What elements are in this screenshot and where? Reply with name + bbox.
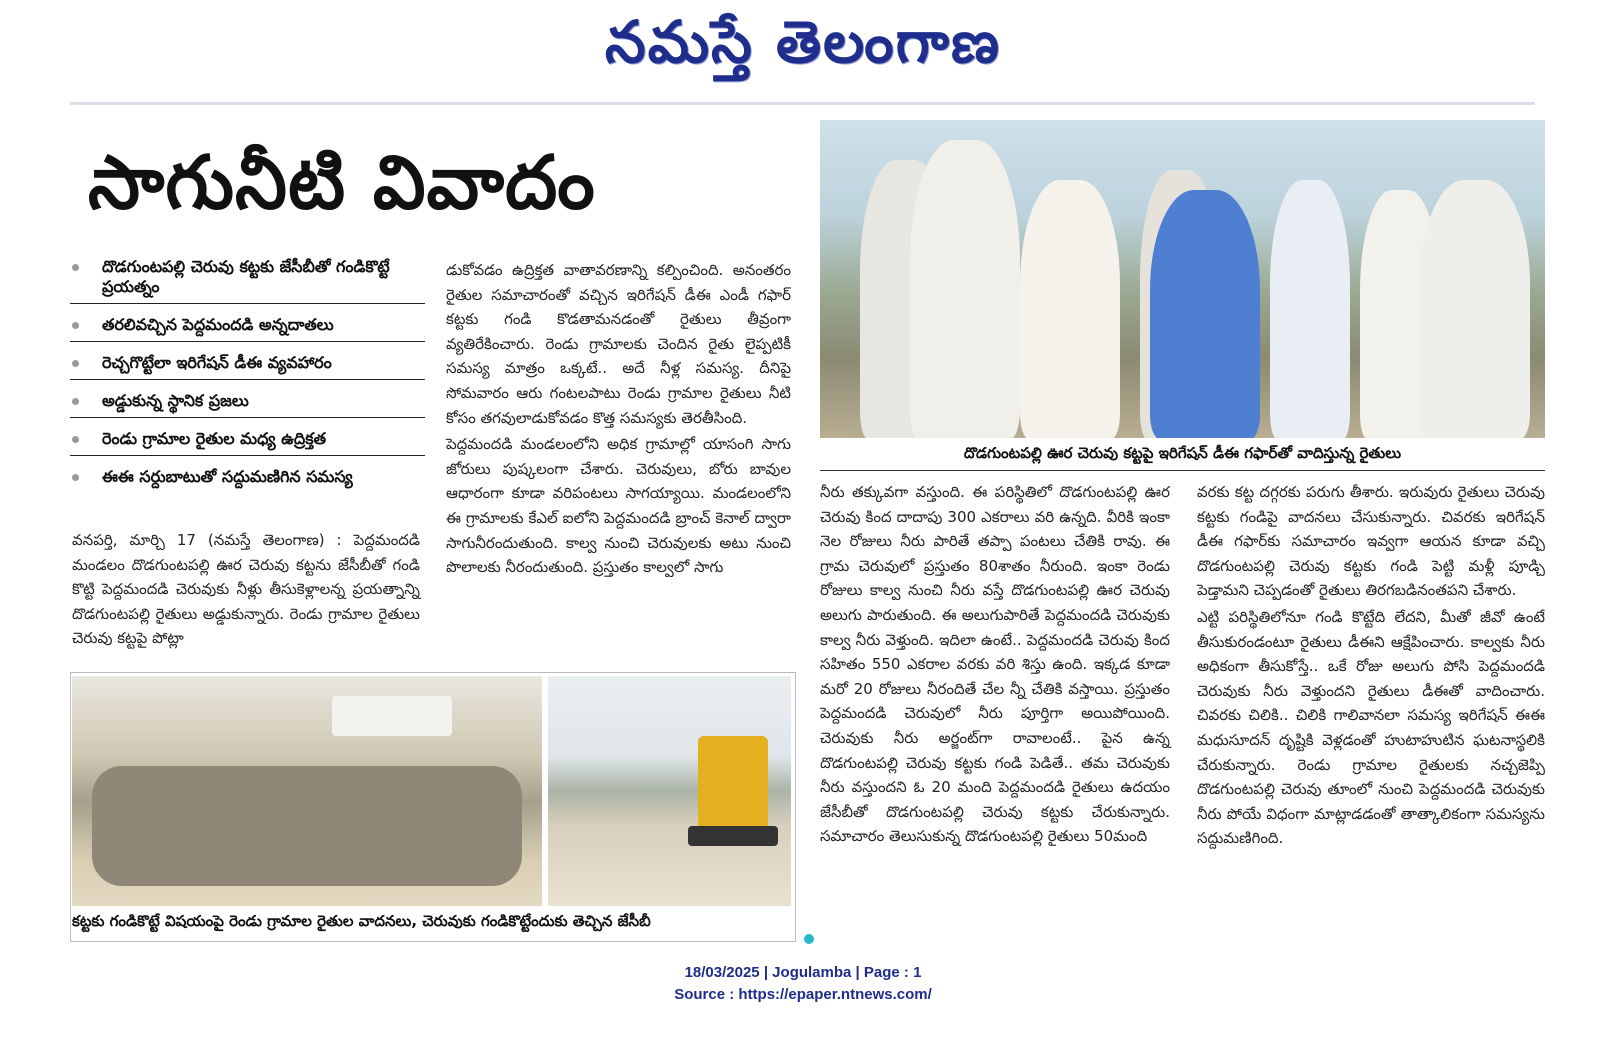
- article-column-1: [72, 528, 420, 653]
- article-column-4: [1197, 480, 1545, 853]
- footer-source: Source : https://epaper.ntnews.com/: [674, 986, 932, 1003]
- paragraph: పెద్దమందడి మండలంలోని అధిక గ్రామాల్లో యాసంగి సాగు జోరులు పుష్కలంగా చేశారు. చెరువులు, బోరు బావుల ఆధారంగా కూడా వరిపంటలు సాగయ్యాయి. మండలంలోని ఈ గ్రామాలకు కేఎల్ ఐలోని పెద్దమందడి బ్రాంచ్ కెనాల్ ద్వారా సాగునీరందుతుంది. కాల్వ నుంచి చెరువులకు అటు నుంచి పొలాలకు నీరందుతుంది. ప్రస్తుతం కాల్వలో సాగు: [446, 435, 791, 577]
- masthead-logo: నమస్తే తెలంగాణ: [605, 8, 1001, 76]
- article-column-3: [820, 480, 1170, 851]
- article-headline: సాగునీటి వివాదం: [88, 140, 596, 226]
- photo-farmers-with-official: [820, 120, 1545, 438]
- highlights-list: [70, 252, 425, 499]
- photo-caption-bottom: కట్టకు గండికొట్టే విషయంపై రెండు గ్రామాల రైతుల వాదనలు, చెరువుకు గండికొట్టేందుకు తెచ్చిన జేసీబీ: [72, 912, 651, 930]
- paragraph: వనపర్తి, మార్చి 17 (నమస్తే తెలంగాణ) : పెద్దమందడి మండలం దొడగుంటపల్లి ఊర చెరువు కట్టను జేసీబీతో గండి కొట్టి పెద్దమందడి చెరువుకు నీళ్లు తీసుకెళ్లాలన్న ప్రయత్నాన్ని దొడగుంటపల్లి రైతులు అడ్డుకున్నారు. రెండు గ్రామాల రైతులు చెరువు కట్టపై పోట్లా: [72, 531, 420, 648]
- highlight-item: తరలివచ్చిన పెద్దమందడి అన్నదాతలు: [70, 310, 425, 342]
- photo-caption-main: దొడగుంటపల్లి ఊర చెరువు కట్టపై ఇరిగేషన్ డీఈ గఫార్‌తో వాదిస్తున్న రైతులు: [820, 444, 1545, 471]
- paragraph: ఎట్టి పరిస్థితిలోనూ గండి కొట్టేది లేదని, మీతో జీవో ఉంటే తీసుకురండంటూ రైతులు డీఈని ఆక్షేపించారు. కాల్వకు నీరు అధికంగా తీసుకోస్తే.. ఒకే రోజు అలుగు పోసి పెద్దమందడి చెరువుకు నీరు వెళ్తుందని రైతులు డీఈతో వాదించారు. చివరకు చిలికి.. చిలికి గాలివానలా సమస్య ఇరిగేషన్ ఈఈ మధుసూదన్ దృష్టికి వెళ్లడంతో హుటాహుటిన ఘటనాస్థలికి చేరుకున్నారు. రెండు గ్రామాల రైతులకు నచ్చజెప్పి దొడగుంటపల్లి చెరువు తూంలో నుంచి పెద్దమందడి చెరువుకు నీరు పోయే విధంగా మాట్లాడడంతో తాత్కాలికంగా సమస్యను సద్దుమణిగింది.: [1197, 607, 1545, 848]
- article-column-2: [446, 258, 791, 582]
- paragraph: నీరు తక్కువగా వస్తుంది. ఈ పరిస్థితిలో దొడగుంటపల్లి ఊర చెరువు కింద దాదాపు 300 ఎకరాలు వరి ఉన్నది. వీరికి ఇంకా నెల రోజులు నీరు పారితే తప్పా పంటలు చేతికి రావు. ఈ గ్రామ చెరువులో ప్రస్తుతం 80శాతం నీరుంది. ఇంకా రెండు రోజులు కాల్వ నుంచి నీరు వస్తే దొడగుంటపల్లి ఊర చెరువు అలుగు పారుతుంది. ఈ అలుగుపారితే పెద్దమందడి చెరువుకు కాల్వ నీరు వెళ్తుంది. ఇదిలా ఉంటే.. పెద్దమందడి చెరువు కింద సహితం 550 ఎకరాల వరకు వరి శిస్తు ఉంది. ఇక్కడ కూడా మరో 20 రోజులు నీరందితే చేల న్నీ చేతికి వస్తాయి. ప్రస్తుతం పెద్దమందడి చెరువులో నీరు పూర్తిగా అయిపోయింది. చెరువుకు నీరు అర్జంట్‌గా రావాలంటే.. పైన ఉన్న దొడగుంటపల్లి చెరువు కట్టకు గండి పెడితే.. తమ చెరువుకు నీరు వస్తుందని ఓ 20 మంది పెద్దమందడి రైతులు ఉదయం జేసీబీతో దొడగుంటపల్లి చెరువు కట్టకు చేరుకున్నారు. సమాచారం తెలుసుకున్న దొడగుంటపల్లి రైతులు 50మంది: [820, 483, 1170, 846]
- highlight-item: దొడగుంటపల్లి చెరువు కట్టకు జేసీబీతో గండికొట్టే ప్రయత్నం: [70, 252, 425, 304]
- paragraph: డుకోవడం ఉద్రిక్తత వాతావరణాన్ని కల్పించింది. అనంతరం రైతుల సమాచారంతో వచ్చిన ఇరిగేషన్ డీఈ ఎండీ గఫార్ కట్టకు గండి కొడతామనడంతో రైతులు తీవ్రంగా వ్యతిరేకించారు. రెండు గ్రామాలకు చెందిన రైతు లైప్పటికీ సమస్య మాత్రం ఒక్కటే.. అదే నీళ్ల సమస్య. దీనిపై సోమవారం ఆరు గంటలపాటు రెండు గ్రామాల రైతులు నీటి కోసం తగవులాడుకోవడం కొత్త సమస్యకు తెరతీసింది.: [446, 261, 791, 427]
- highlight-item: అడ్డుకున్న స్థానిక ప్రజలు: [70, 386, 425, 418]
- paragraph: వరకు కట్ట దగ్గరకు పరుగు తీశారు. ఇరువురు రైతులు చెరువు కట్టకు గండిపై వాదనలు చేసుకున్నారు. చివరకు ఇరిగేషన్ డీఈ గఫార్‌కు సమాచారం ఇవ్వగా ఆయన కూడా వచ్చి దొడగుంటపల్లి చెరువు కట్టకు గండి పెట్టి మళ్లీ పూడ్చి పెడ్తామని చెప్పడంతో రైతులు తిరగబడినంతపని చేశారు.: [1197, 483, 1545, 600]
- photo-jcb-excavator: [548, 676, 791, 906]
- highlight-item: ఈఈ సర్దుబాటుతో సద్దుమణిగిన సమస్య: [70, 462, 425, 493]
- photo-crowd-at-bund: [72, 676, 542, 906]
- masthead-divider: [70, 102, 1535, 105]
- marker-dot: [804, 934, 814, 944]
- highlight-item: రెండు గ్రామాల రైతుల మధ్య ఉద్రిక్తత: [70, 424, 425, 456]
- footer-date-edition: 18/03/2025 | Jogulamba | Page : 1: [684, 964, 922, 981]
- highlight-item: రెచ్చగొట్టేలా ఇరిగేషన్ డీఈ వ్యవహారం: [70, 348, 425, 380]
